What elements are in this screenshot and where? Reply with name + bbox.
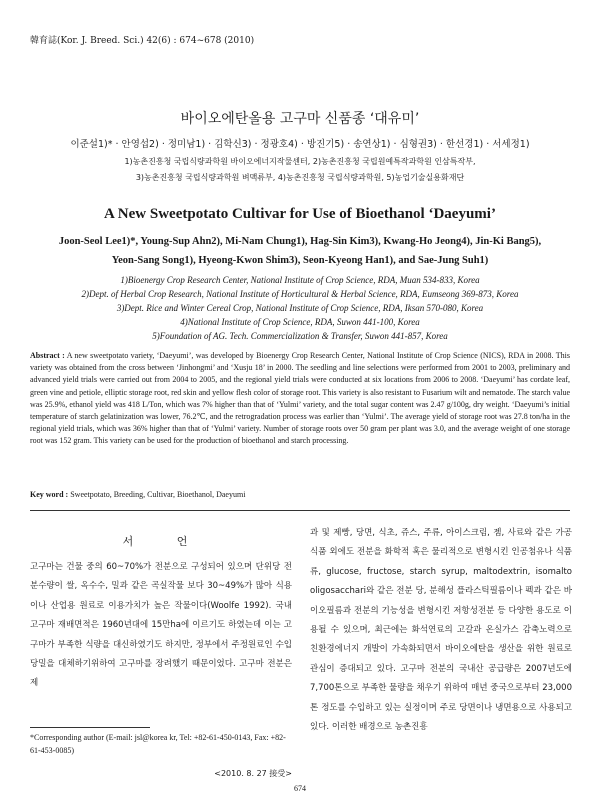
section-heading-introduction: 서 언 bbox=[122, 535, 208, 548]
english-title: A New Sweetpotato Cultivar for Use of Bioethanol ‘Daeyumi’ bbox=[104, 206, 496, 222]
abstract-text: A new sweetpotato variety, ‘Daeyumi’, was developed by Bioenergy Crop Research Center, National Institute of Crop Science (NICS), RDA in 2008. This variety was obtained from the cross between ‘Jinhongmi’ and ‘Xusju 18’ in 2000. The seedling and line selections were performed from 2001 to 2003, preliminary and advanced yield trials were carried out from 2004 to 2005, and the regional yield trials were conducted at six locations from 2006 to 2008. ‘Daeyumi’ has cordate leaf, green vine and petiole, elliptic storage root, red skin and yellow flesh color of storage root. This variety is also resistant to Fusarium wilt and nematode. The starch value was 25.9%, ethanol yield was 418 L/Ton, which was 7% higher than that of ‘Yulmi’ variety, and the total sugar content was 2.47 g/100g, dry weight. ‘Daeyumi’s initial temperature of starch gelatinization was lower, 76.2℃, and the retrogradation process was earlier than ‘Yulmi’. The average yield of storage root was 27.8 ton/ha in the regional yield trials, which was 36% higher than that of ‘Yulmi’ variety. Number of storage roots over 50 gram per plant was 3.0, and the average weight of one storage root was 152 gram. This variety can be used for the production of bioethanol and starch processing. bbox=[30, 351, 571, 446]
korean-title: 바이오에탄올용 고구마 신품종 ‘대유미’ bbox=[180, 111, 420, 127]
english-affiliation-4: 4)National Institute of Crop Science, RDA, Suwon 441-100, Korea bbox=[180, 317, 420, 327]
korean-affiliation-line-2: 3)농촌진흥청 국립식량과학원 벼맥류부, 4)농촌진흥청 국립식량과학원, 5)농업기술실용화재단 bbox=[135, 173, 465, 182]
abstract-label: Abstract : bbox=[30, 351, 65, 360]
footnote-divider bbox=[30, 727, 150, 728]
keywords bbox=[30, 490, 570, 499]
journal-header: 韓育誌(Kor. J. Breed. Sci.) 42(6) : 674~678 (2010) bbox=[30, 36, 255, 46]
section-divider bbox=[30, 510, 570, 511]
english-affiliation-3: 3)Dept. Rice and Winter Cereal Crop, National Institute of Crop Science, RDA, Iksan 570-080, Korea bbox=[116, 303, 484, 313]
english-authors-line-1: Joon-Seol Lee1)*, Young-Sup Ahn2), Mi-Nam Chung1), Hag-Sin Kim3), Kwang-Ho Jeong4), Jin-Ki Bang5), bbox=[58, 236, 542, 247]
keywords-label: Key word : bbox=[30, 490, 69, 499]
english-affiliation-2: 2)Dept. of Herbal Crop Research, National Institute of Horticultural & Herbal Science, RDA, Eumseong 369-873, Korea bbox=[81, 289, 519, 299]
english-authors-line-2: Yeon-Sang Song1), Hyeong-Kwon Shim3), Seon-Kyeong Han1), and Sae-Jung Suh1) bbox=[111, 255, 489, 266]
body-column-right: 과 및 제빵, 당면, 식초, 쥬스, 주류, 아이스크림, 젬, 사료와 같은 가공식품 외에도 전분을 화학적 혹은 물리적으로 변형시킨 인공첨유나 식품류, glucose, fructose, starch syrup, maltodextrin, isomalto oligosacchari와 같은 전분 당, 분해성 플라스틱필름이나 펙과 같은 바이오필름과 전분의 기능성을 변형시킨 저항성전분 등 다양한 용도로 이용될 수 있으며, 최근에는 화석연료의 고갈과 온실가스 감축노력으로 친환경에너지 개발이 가속화되면서 바이오에탄을 생산을 위한 원료로 관심이 증대되고 있다. 고구마 전분의 국내산 공급량은 2007년도에 7,700톤으로 부족한 물량을 채우기 위하여 매년 중국으로부터 23,000톤 정도를 수입하고 있는 실정이며 주로 당면이나 냉면용으로 사용되고 있다. 이러한 배경으로 농촌진흥 bbox=[310, 528, 572, 733]
korean-affiliation-line-1: 1)농촌진흥청 국립식량과학원 바이오에너지작물센터, 2)농촌진흥청 국립원예특작과학원 인삼특작부, bbox=[124, 157, 476, 166]
body-column-left: 고구마는 건물 중의 60~70%가 전분으로 구성되어 있으며 단위당 전분수량이 쌀, 옥수수, 밀과 같은 곡실작물 보다 30~49%가 많아 식용이나 산업용 원료로 이용가치가 높은 작물이다(Woolfe 1992). 국내 고구마 재배면적은 1960년대에 15만ha에 이르기도 하였는데 이는 고구마가 부족한 식량을 대신하였기도 하지만, 정부에서 주정원료인 수입 당밀을 대체하기위하여 고구마를 장려했기 때문이었다. 고구마 전분은 제 bbox=[30, 562, 292, 689]
keywords-text: Sweetpotato, Breeding, Cultivar, Bioethanol, Daeyumi bbox=[70, 490, 246, 499]
received-date: <2010. 8. 27 接受> bbox=[214, 769, 292, 778]
abstract bbox=[30, 350, 570, 448]
english-affiliation-1: 1)Bioenergy Crop Research Center, National Institute of Crop Science, RDA, Muan 534-833, Korea bbox=[120, 275, 480, 285]
korean-authors: 이준설1)* · 안영섭2) · 정미남1) · 김학신3) · 정광호4) · 방진기5) · 송연상1) · 심형권3) · 한선경1) · 서세정1) bbox=[70, 139, 530, 150]
page-number: 674 bbox=[294, 784, 306, 793]
english-affiliation-5: 5)Foundation of AG. Tech. Commercialization & Transfer, Suwon 441-857, Korea bbox=[152, 331, 448, 341]
corresponding-author-footnote: *Corresponding author (E-mail: jsl@korea kr, Tel: +82-61-450-0143, Fax: +82-61-453-0085) bbox=[30, 733, 286, 755]
